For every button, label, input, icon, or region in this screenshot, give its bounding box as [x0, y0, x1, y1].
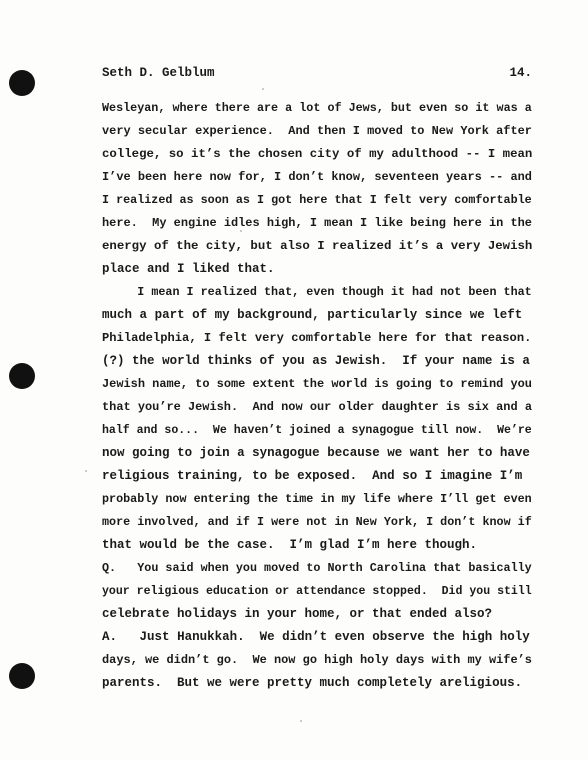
transcript-line: Q. You said when you moved to North Carolina that basically	[102, 561, 532, 575]
binder-hole	[9, 70, 35, 96]
scan-speck	[300, 720, 302, 722]
transcript-line: religious training, to be exposed. And so I imagine I’m	[102, 469, 523, 483]
page-header	[102, 66, 532, 84]
page-number: 14.	[509, 66, 532, 80]
transcript-line: I’ve been here now for, I don’t know, seventeen years -- and	[102, 170, 532, 184]
transcript-line: very secular experience. And then I moved to New York after	[102, 124, 532, 138]
transcript-line: that you’re Jewish. And now our older daughter is six and a	[102, 400, 532, 414]
scan-speck	[85, 470, 87, 472]
transcript-line: that would be the case. I’m glad I’m here though.	[102, 538, 478, 552]
transcript-line: celebrate holidays in your home, or that ended also?	[102, 607, 493, 621]
transcript-line: days, we didn’t go. We now go high holy days with my wife’s	[102, 653, 532, 667]
binder-hole	[9, 663, 35, 689]
transcript-line: Philadelphia, I felt very comfortable here for that reason.	[102, 331, 532, 345]
binder-hole	[9, 363, 35, 389]
transcript-line: energy of the city, but also I realized it’s a very Jewish	[102, 239, 533, 253]
transcript-line: I mean I realized that, even though it had not been that	[137, 285, 532, 299]
transcript-line: parents. But we were pretty much completely areligious.	[102, 676, 523, 690]
transcript-line: Jewish name, to some extent the world is going to remind you	[102, 377, 532, 391]
transcript-line: probably now entering the time in my life where I’ll get even	[102, 492, 532, 506]
transcript-line: your religious education or attendance stopped. Did you still	[102, 585, 532, 598]
transcript-line: more involved, and if I were not in New York, I don’t know if	[102, 515, 532, 529]
transcript-line: now going to join a synagogue because we want her to have	[102, 446, 530, 460]
scan-speck	[240, 230, 242, 232]
transcript-line: college, so it’s the chosen city of my adulthood -- I mean	[102, 147, 533, 161]
transcript-body	[102, 97, 532, 695]
transcript-line: here. My engine idles high, I mean I like being here in the	[102, 216, 532, 230]
transcript-line: (?) the world thinks of you as Jewish. If your name is a	[102, 354, 530, 368]
transcript-line: Wesleyan, where there are a lot of Jews, but even so it was a	[102, 101, 532, 115]
transcript-line: half and so... We haven’t joined a synagogue till now. We’re	[102, 424, 532, 437]
transcript-line: I realized as soon as I got here that I felt very comfortable	[102, 193, 532, 207]
transcript-line: place and I liked that.	[102, 262, 275, 276]
interviewee-name: Seth D. Gelblum	[102, 66, 215, 80]
transcript-line: much a part of my background, particularly since we left	[102, 308, 523, 322]
scan-speck	[262, 88, 264, 90]
transcript-line: A. Just Hanukkah. We didn’t even observe the high holy	[102, 630, 530, 644]
